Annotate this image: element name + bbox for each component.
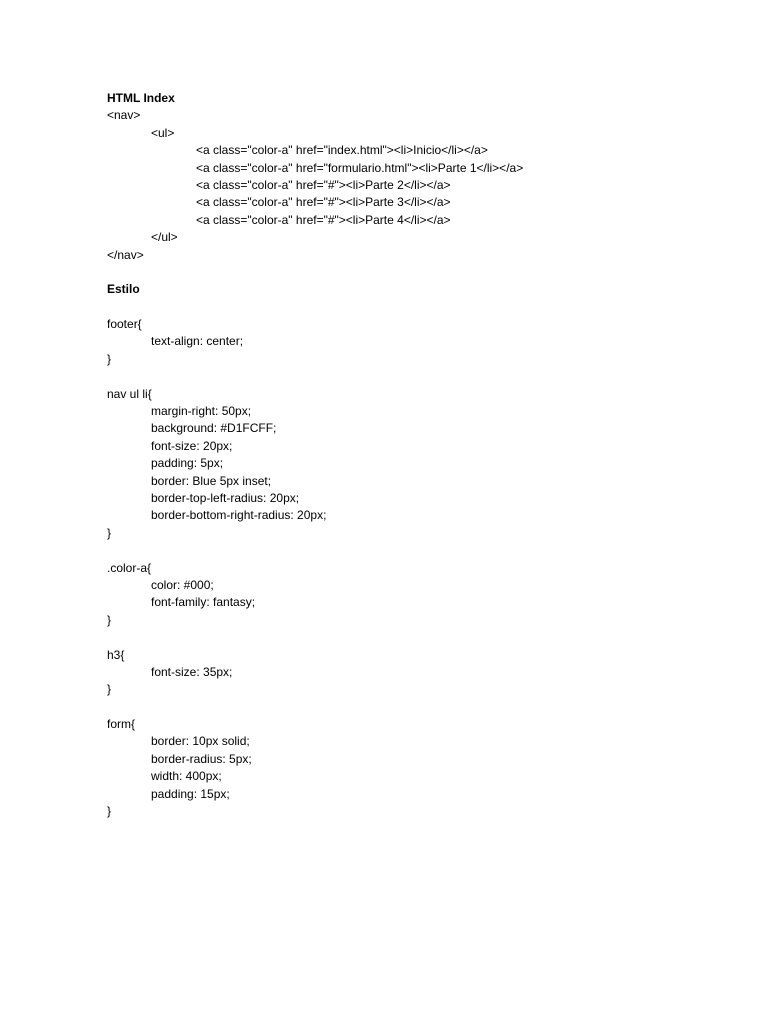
code-line: <a class="color-a" href="#"><li>Parte 2</li></a>	[196, 177, 451, 192]
css-declaration: padding: 5px;	[151, 456, 224, 471]
css-rule-close: }	[107, 804, 112, 819]
spacer	[107, 299, 747, 316]
section-heading-estilo: Estilo	[107, 282, 140, 297]
spacer	[107, 264, 747, 281]
css-rule-close: }	[107, 351, 112, 366]
css-declaration: font-family: fantasy;	[151, 595, 256, 610]
code-line: </nav>	[107, 247, 144, 262]
code-line: <a class="color-a" href="index.html"><li>Inicio</li></a>	[196, 143, 488, 158]
css-rule-close: }	[107, 612, 112, 627]
css-declaration: text-align: center;	[151, 334, 244, 349]
spacer	[107, 699, 747, 716]
css-selector-footer: footer{	[107, 317, 142, 332]
css-declaration: font-size: 20px;	[151, 438, 233, 453]
code-line: <a class="color-a" href="#"><li>Parte 3</li></a>	[196, 195, 451, 210]
css-selector-color-a: .color-a{	[107, 560, 152, 575]
section-heading-html-index: HTML Index	[107, 91, 175, 105]
css-declaration: border: Blue 5px inset;	[151, 473, 272, 488]
css-declaration: border-bottom-right-radius: 20px;	[151, 508, 327, 523]
spacer	[107, 542, 747, 559]
code-line: <a class="color-a" href="formulario.html"><li>Parte 1</li></a>	[196, 160, 524, 175]
css-selector-form: form{	[107, 717, 136, 732]
code-line: <ul>	[151, 125, 175, 140]
css-declaration: border: 10px solid;	[151, 734, 250, 749]
css-declaration: padding: 15px;	[151, 786, 230, 801]
css-rule-close: }	[107, 525, 112, 540]
css-declaration: border-radius: 5px;	[151, 751, 252, 766]
css-declaration: border-top-left-radius: 20px;	[151, 490, 300, 505]
spacer	[107, 368, 747, 385]
spacer	[107, 629, 747, 646]
css-selector-nav-ul-li: nav ul li{	[107, 386, 152, 401]
css-selector-h3: h3{	[107, 647, 125, 662]
css-declaration: width: 400px;	[151, 769, 222, 784]
css-declaration: color: #000;	[151, 577, 214, 592]
code-line: <nav>	[107, 108, 141, 123]
css-declaration: margin-right: 50px;	[151, 404, 252, 419]
document-body	[107, 90, 747, 820]
css-declaration: font-size: 35px;	[151, 664, 233, 679]
code-line: </ul>	[151, 230, 178, 245]
css-rule-close: }	[107, 682, 112, 697]
css-declaration: background: #D1FCFF;	[151, 421, 277, 436]
code-line: <a class="color-a" href="#"><li>Parte 4</li></a>	[196, 212, 451, 227]
